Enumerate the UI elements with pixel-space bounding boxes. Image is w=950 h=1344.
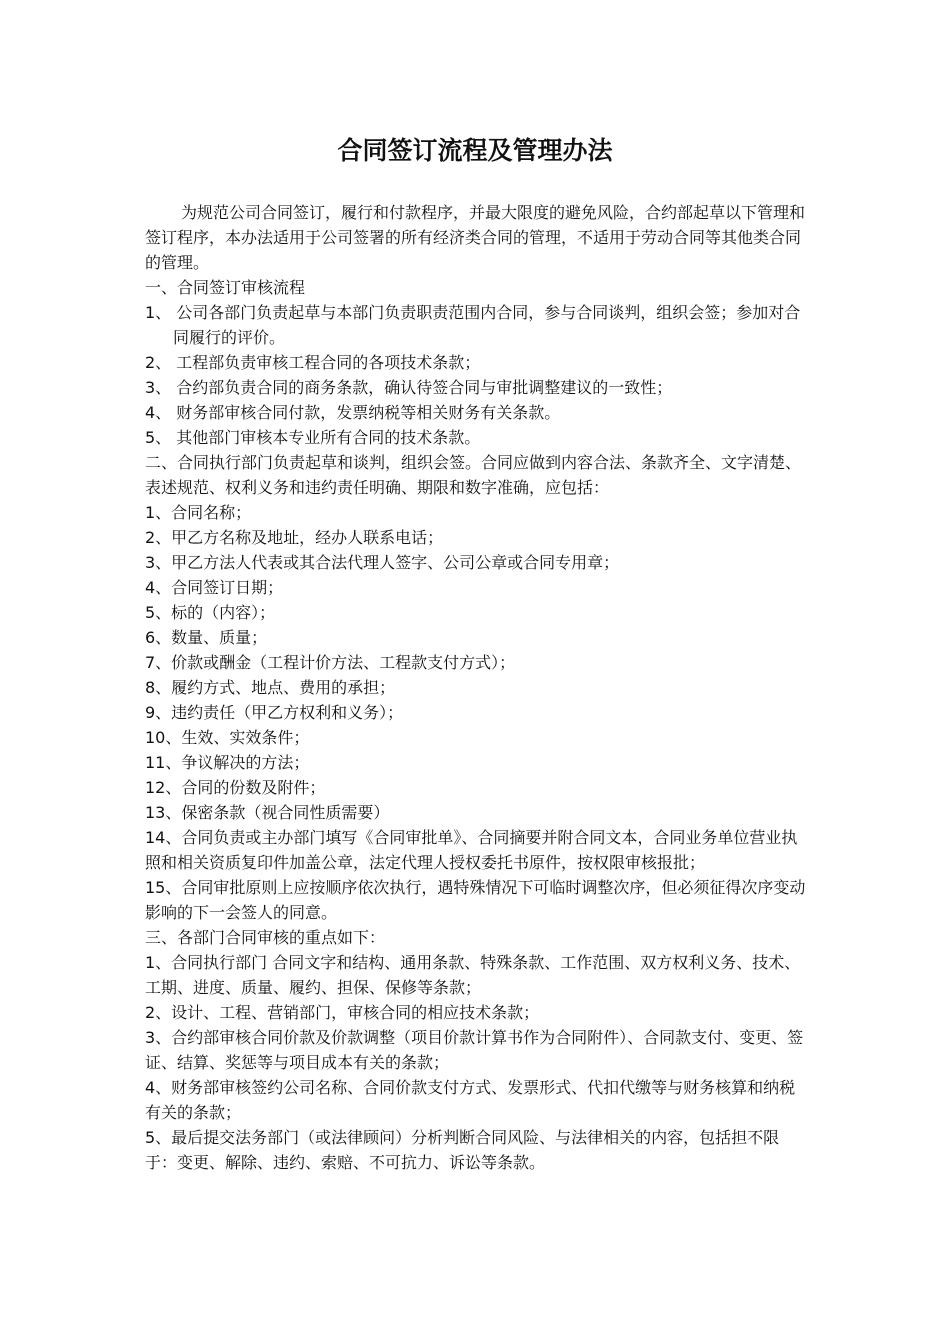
section-2-item: 3、甲乙方法人代表或其合法代理人签字、公司公章或合同专用章； [145, 553, 620, 572]
section-2-item: 7、价款或酬金（工程计价方法、工程款支付方式）； [145, 653, 516, 672]
section-1-item: 1、 公司各部门负责起草与本部门负责职责范围内合同，参与合同谈判，组织会签；参加对合同履行的评价。 [145, 303, 801, 347]
section-2-item: 10、生效、实效条件； [145, 728, 310, 747]
section-2-heading: 二、合同执行部门负责起草和谈判，组织会签。合同应做到内容合法、条款齐全、文字清楚、表述规范、权利义务和违约责任明确、期限和数字准确，应包括： [145, 453, 802, 497]
document-body [145, 200, 810, 1175]
document-title: 合同签订流程及管理办法 [337, 136, 613, 165]
section-2-item: 13、保密条款（视合同性质需要） [145, 803, 390, 822]
intro-paragraph: 为规范公司合同签订，履行和付款程序，并最大限度的避免风险，合约部起草以下管理和签订程序，本办法适用于公司签署的所有经济类合同的管理，不适用于劳动合同等其他类合同的管理。 [145, 203, 806, 272]
section-1-item: 3、 合约部负责合同的商务条款，确认待签合同与审批调整建议的一致性； [145, 378, 673, 397]
section-2-item: 14、合同负责或主办部门填写《合同审批单》、合同摘要并附合同文本，合同业务单位营业执照和相关资质复印件加盖公章，法定代理人授权委托书原件，按权限审核报批； [145, 828, 798, 872]
section-2-item: 6、数量、质量； [145, 628, 268, 647]
section-3-item: 2、设计、工程、营销部门，审核合同的相应技术条款； [145, 1003, 540, 1022]
section-3-item: 5、最后提交法务部门（或法律顾问）分析判断合同风险、与法律相关的内容，包括担不限于：变更、解除、违约、索赔、不可抗力、诉讼等条款。 [145, 1128, 780, 1172]
section-2-item: 5、标的（内容）； [145, 603, 276, 622]
section-3-heading: 三、各部门合同审核的重点如下： [145, 928, 386, 947]
section-1-item: 2、 工程部负责审核工程合同的各项技术条款； [145, 353, 481, 372]
section-3-item: 4、财务部审核签约公司名称、合同价款支付方式、发票形式、代扣代缴等与财务核算和纳税有关的条款； [145, 1078, 796, 1122]
section-3-item: 3、合约部审核合同价款及价款调整（项目价款计算书作为合同附件）、合同款支付、变更、签证、结算、奖惩等与项目成本有关的条款； [145, 1028, 804, 1072]
section-1-heading: 一、合同签订审核流程 [145, 278, 306, 297]
section-2-item: 4、合同签订日期； [145, 578, 284, 597]
section-2-item: 12、合同的份数及附件； [145, 778, 326, 797]
section-1-item: 5、 其他部门审核本专业所有合同的技术条款。 [145, 428, 481, 447]
section-2-item: 8、履约方式、地点、费用的承担； [145, 678, 396, 697]
section-2-item: 11、争议解决的方法； [145, 753, 310, 772]
section-2-item: 2、甲乙方名称及地址，经办人联系电话； [145, 528, 444, 547]
section-3-item: 1、合同执行部门 合同文字和结构、通用条款、特殊条款、工作范围、双方权利义务、技术、工期、进度、质量、履约、担保、保修等条款； [145, 953, 801, 997]
section-1-item: 4、 财务部审核合同付款，发票纳税等相关财务有关条款。 [145, 403, 561, 422]
section-2-item: 15、合同审批原则上应按顺序依次执行，遇特殊情况下可临时调整次序，但必须征得次序变动影响的下一会签人的同意。 [145, 878, 806, 922]
section-2-item: 9、违约责任（甲乙方权利和义务）； [145, 703, 404, 722]
section-2-item: 1、合同名称； [145, 503, 252, 522]
